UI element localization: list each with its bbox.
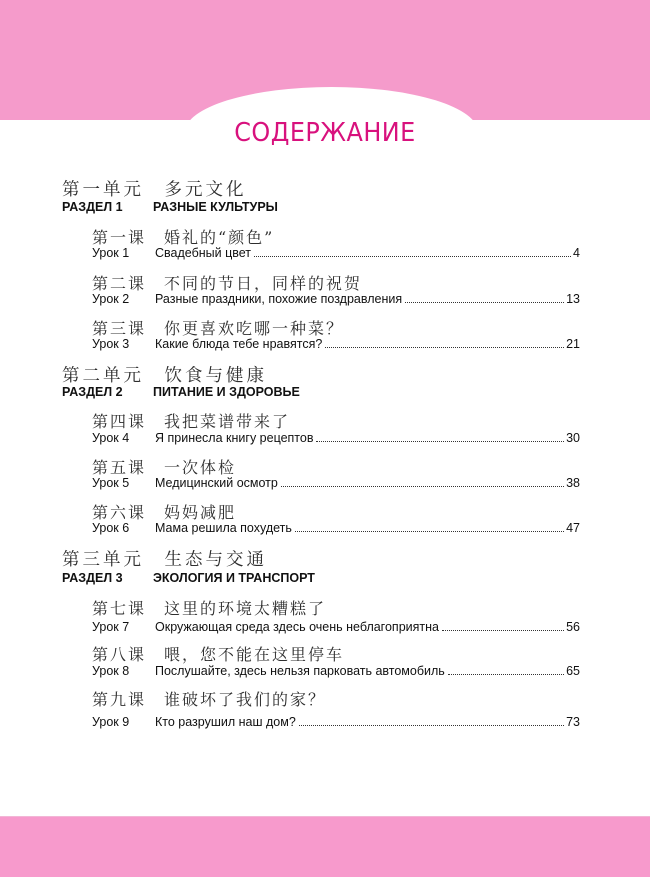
unit-2-label: РАЗДЕЛ 2 [62, 385, 123, 399]
page-title: СОДЕРЖАНИЕ [234, 118, 416, 148]
lesson-title: Мама решила похудеть [155, 521, 292, 535]
page-number: 65 [566, 664, 580, 678]
lesson-title: Какие блюда тебе нравятся? [155, 337, 323, 351]
lesson-6-cn: 第六课 妈妈减肥 [92, 503, 237, 522]
toc-entry-lesson-1[interactable] [92, 246, 580, 260]
page-number: 47 [566, 521, 580, 535]
toc-entry-lesson-8[interactable] [92, 664, 580, 678]
lesson-number: Урок 6 [92, 521, 130, 535]
lesson-number: Урок 2 [92, 292, 130, 306]
lesson-title: Разные праздники, похожие поздравления [155, 292, 403, 306]
dot-leader [295, 521, 564, 532]
dot-leader [299, 715, 564, 726]
lesson-1-cn: 第一课 婚礼的“颜色” [92, 228, 275, 247]
lesson-number: Урок 1 [92, 246, 130, 260]
unit-2-cn-heading: 第二单元 饮食与健康 [62, 366, 267, 386]
lesson-title: Медицинский осмотр [155, 476, 278, 490]
unit-1-label: РАЗДЕЛ 1 [62, 200, 123, 214]
toc-entry-lesson-5[interactable] [92, 476, 580, 490]
lesson-2-cn: 第二课 不同的节日，同样的祝贺 [92, 274, 363, 293]
toc-entry-lesson-6[interactable] [92, 521, 580, 535]
dot-leader [405, 292, 564, 303]
toc-entry-lesson-3[interactable] [92, 337, 580, 351]
page-number: 4 [573, 246, 580, 260]
lesson-number: Урок 8 [92, 664, 130, 678]
lesson-number: Урок 3 [92, 337, 130, 351]
unit-3-title: ЭКОЛОГИЯ И ТРАНСПОРТ [153, 571, 315, 585]
toc-entry-lesson-7[interactable] [92, 620, 580, 634]
toc-entry-lesson-9[interactable] [92, 715, 580, 729]
page-number: 21 [566, 337, 580, 351]
lesson-title: Послушайте, здесь нельзя парковать автомобиль [155, 664, 445, 678]
unit-2-title: ПИТАНИЕ И ЗДОРОВЬЕ [153, 385, 300, 399]
page-number: 30 [566, 431, 580, 445]
lesson-3-cn: 第三课 你更喜欢吃哪一种菜？ [92, 319, 345, 338]
page-number: 13 [566, 292, 580, 306]
dot-leader [442, 620, 564, 631]
lesson-title: Кто разрушил наш дом? [155, 715, 296, 729]
lesson-number: Урок 4 [92, 431, 130, 445]
lesson-number: Урок 7 [92, 620, 130, 634]
lesson-number: Урок 5 [92, 476, 130, 490]
page-number: 38 [566, 476, 580, 490]
lesson-7-cn: 第七课 这里的环境太糟糕了 [92, 599, 327, 618]
lesson-title: Окружающая среда здесь очень неблагоприятна [155, 620, 439, 634]
dot-leader [316, 431, 564, 442]
toc-entry-lesson-2[interactable] [92, 292, 580, 306]
unit-3-label: РАЗДЕЛ 3 [62, 571, 123, 585]
dot-leader [448, 664, 564, 675]
page-number: 56 [566, 620, 580, 634]
dot-leader [281, 476, 564, 487]
dot-leader [254, 246, 571, 257]
footer-band [0, 816, 650, 877]
lesson-9-cn: 第九课 谁破坏了我们的家？ [92, 690, 327, 709]
lesson-number: Урок 9 [92, 715, 130, 729]
lesson-5-cn: 第五课 一次体检 [92, 458, 237, 477]
lesson-4-cn: 第四课 我把菜谱带来了 [92, 412, 291, 431]
unit-1-title: РАЗНЫЕ КУЛЬТУРЫ [153, 200, 278, 214]
lesson-8-cn: 第八课 喂，您不能在这里停车 [92, 645, 345, 664]
lesson-title: Свадебный цвет [155, 246, 252, 260]
lesson-title: Я принесла книгу рецептов [155, 431, 314, 445]
dot-leader [325, 337, 564, 348]
unit-1-cn-heading: 第一单元 多元文化 [62, 180, 247, 200]
page-number: 73 [566, 715, 580, 729]
toc-entry-lesson-4[interactable] [92, 431, 580, 445]
unit-3-cn-heading: 第三单元 生态与交通 [62, 550, 267, 570]
